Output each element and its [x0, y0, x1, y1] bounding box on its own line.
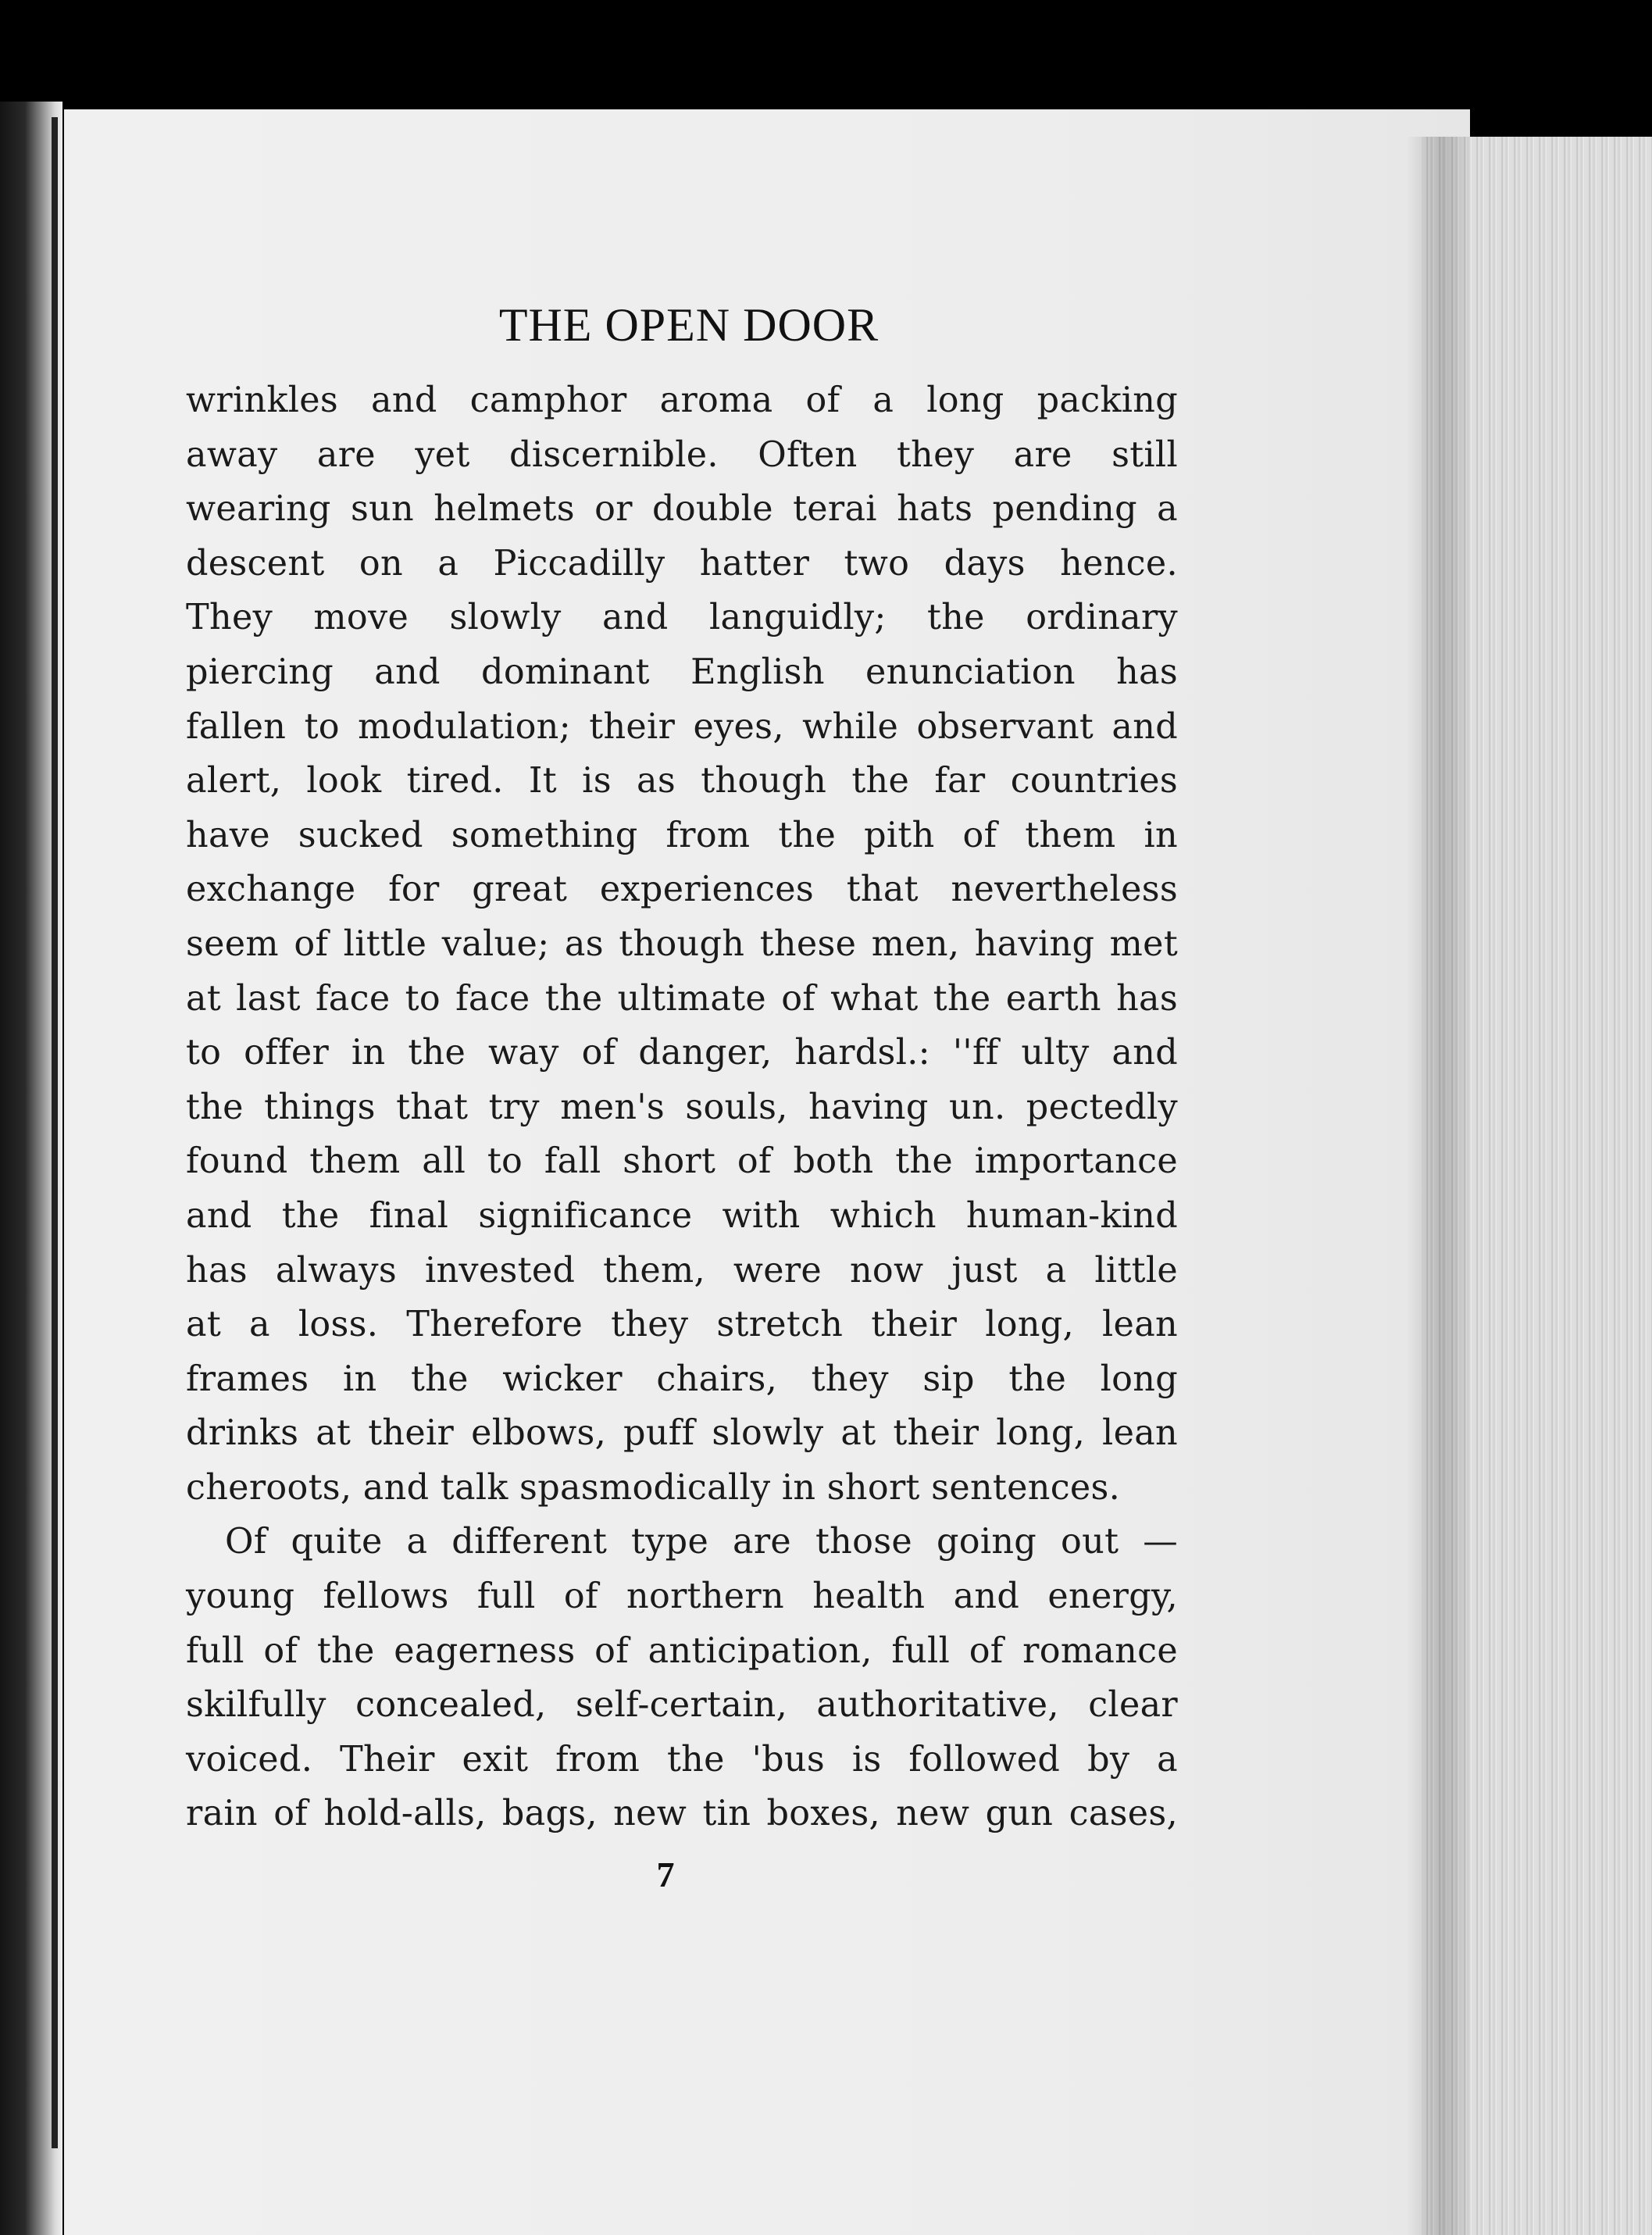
- text-line: at last face to face the ultimate of what the earth has: [186, 978, 1178, 1019]
- text-line: wearing sun helmets or double terai hats pending a: [186, 489, 1178, 530]
- text-line: rain of hold-alls, bags, new tin boxes, new gun cases,: [186, 1794, 1178, 1834]
- text-line: alert, look tired. It is as though the far countries: [186, 761, 1178, 802]
- text-line: at a loss. Therefore they stretch their long, lean: [186, 1305, 1178, 1345]
- text-line: and the final significance with which human-kind: [186, 1195, 1178, 1236]
- text-line: seem of little value; as though these men, having met: [186, 923, 1178, 964]
- body-text: [186, 373, 1178, 1841]
- text-line: young fellows full of northern health and energy,: [186, 1576, 1178, 1617]
- text-line: wrinkles and camphor aroma of a long packing: [186, 380, 1178, 420]
- text-line: away are yet discernible. Often they are still: [186, 434, 1178, 475]
- text-line: descent on a Piccadilly hatter two days hence.: [186, 543, 1178, 584]
- text-line: to offer in the way of danger, hardsl.: ''ff ulty and: [186, 1033, 1178, 1073]
- gutter-shadow: [1406, 137, 1468, 2235]
- text-line: fallen to modulation; their eyes, while observant and: [186, 706, 1178, 747]
- page-number: 7: [656, 1855, 675, 1894]
- running-head: THE OPEN DOOR: [498, 299, 880, 351]
- text-line: cheroots, and talk spasmodically in short sentences.: [186, 1467, 1121, 1508]
- text-line: drinks at their elbows, puff slowly at their long, lean: [186, 1413, 1178, 1454]
- text-line: exchange for great experiences that nevertheless: [186, 869, 1178, 910]
- text-line: Of quite a different type are those going out —: [225, 1522, 1178, 1562]
- text-line: has always invested them, were now just a little: [186, 1250, 1178, 1291]
- text-line: the things that try men's souls, having un. pectedly: [186, 1087, 1178, 1127]
- text-line: frames in the wicker chairs, they sip the long: [186, 1358, 1178, 1399]
- text-line: skilfully concealed, self-certain, authoritative, clear: [186, 1685, 1178, 1726]
- text-line: full of the eagerness of anticipation, full of romance: [186, 1630, 1178, 1671]
- text-line: found them all to fall short of both the importance: [186, 1141, 1178, 1182]
- facing-page-shadow-line: [52, 117, 58, 2148]
- text-line: voiced. Their exit from the 'bus is followed by a: [186, 1739, 1178, 1780]
- text-line: have sucked something from the pith of them in: [186, 815, 1178, 855]
- text-line: piercing and dominant English enunciation has: [186, 652, 1178, 692]
- text-line: They move slowly and languidly; the ordinary: [186, 598, 1178, 638]
